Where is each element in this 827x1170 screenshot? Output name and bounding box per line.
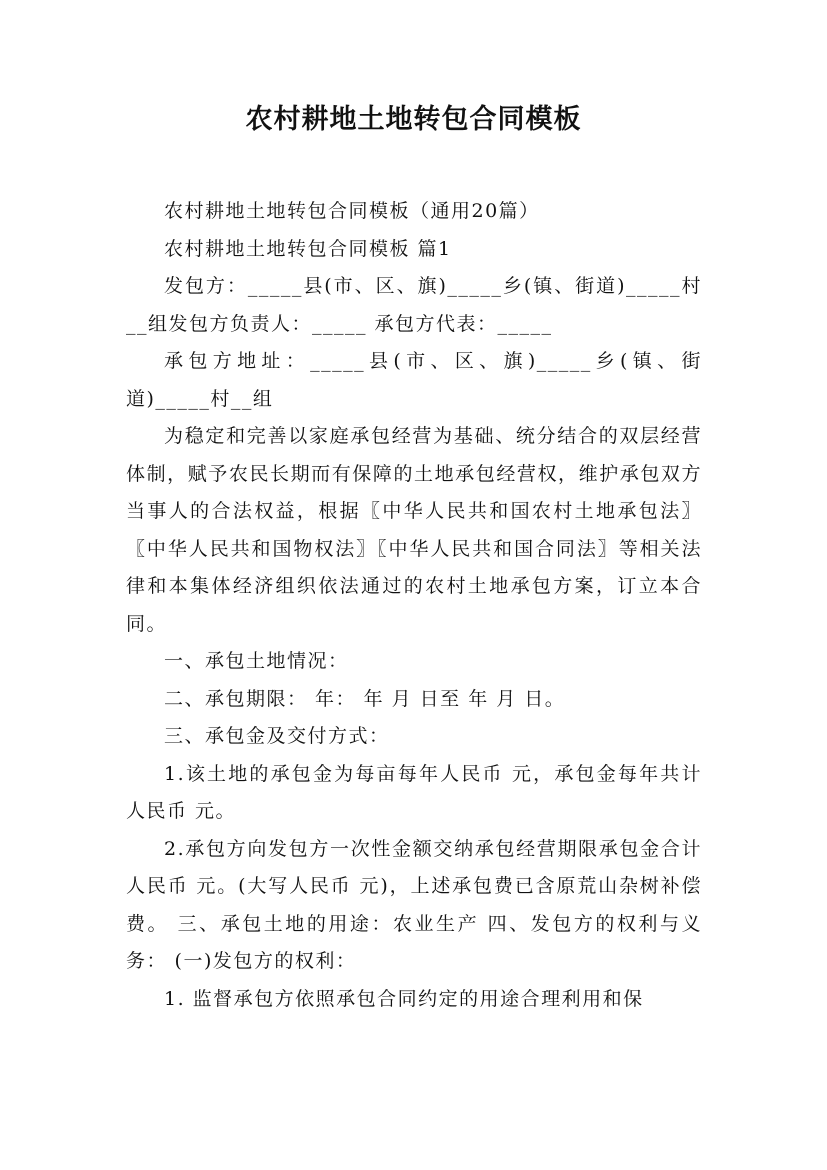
paragraph-clause-1: 一、承包土地情况：	[164, 650, 349, 672]
paragraph-preamble: 为稳定和完善以家庭承包经营为基础、统分结合的双层经营体制，赋予农民长期而有保障的土地承包经营权，维护承包双方当事人的合法权益，根据〖中华人民共和国农村土地承包法〗〖中华人民共和国物权法〗〖中华人民共和国合同法〗等相关法律和本集体经济组织依法通过的农村土地承包方案，订立本合同。	[126, 425, 702, 635]
paragraph-contractor-address: 承包方地址：_____县(市、区、旗)_____乡(镇、街道)_____村__组	[126, 350, 702, 410]
paragraph-rights-1: 1. 监督承包方依照承包合同约定的用途合理利用和保	[164, 987, 644, 1010]
document-body	[126, 193, 702, 1018]
paragraph-clause-3: 三、承包金及交付方式：	[164, 725, 390, 747]
paragraph-item-1: 1.该土地的承包金为每亩每年人民币 元，承包金每年共计人民币 元。	[126, 762, 702, 822]
paragraph-section-heading: 农村耕地土地转包合同模板 篇1	[164, 237, 452, 260]
document-title: 农村耕地土地转包合同模板	[245, 104, 582, 135]
paragraph-subtitle: 农村耕地土地转包合同模板（通用20篇）	[164, 200, 540, 222]
paragraph-item-2: 2.承包方向发包方一次性金额交纳承包经营期限承包金合计人民币 元。(大写人民币 元)，上述承包费已含原荒山杂树补偿费。 三、承包土地的用途：农业生产 四、发包方的权利与义务： (一)发包方的权利：	[126, 837, 702, 972]
paragraph-contracting-party: 发包方：_____县(市、区、旗)_____乡(镇、街道)_____村__组发包方负责人：_____ 承包方代表：_____	[126, 275, 702, 335]
paragraph-clause-2: 二、承包期限： 年： 年 月 日至 年 月 日。	[164, 687, 566, 710]
